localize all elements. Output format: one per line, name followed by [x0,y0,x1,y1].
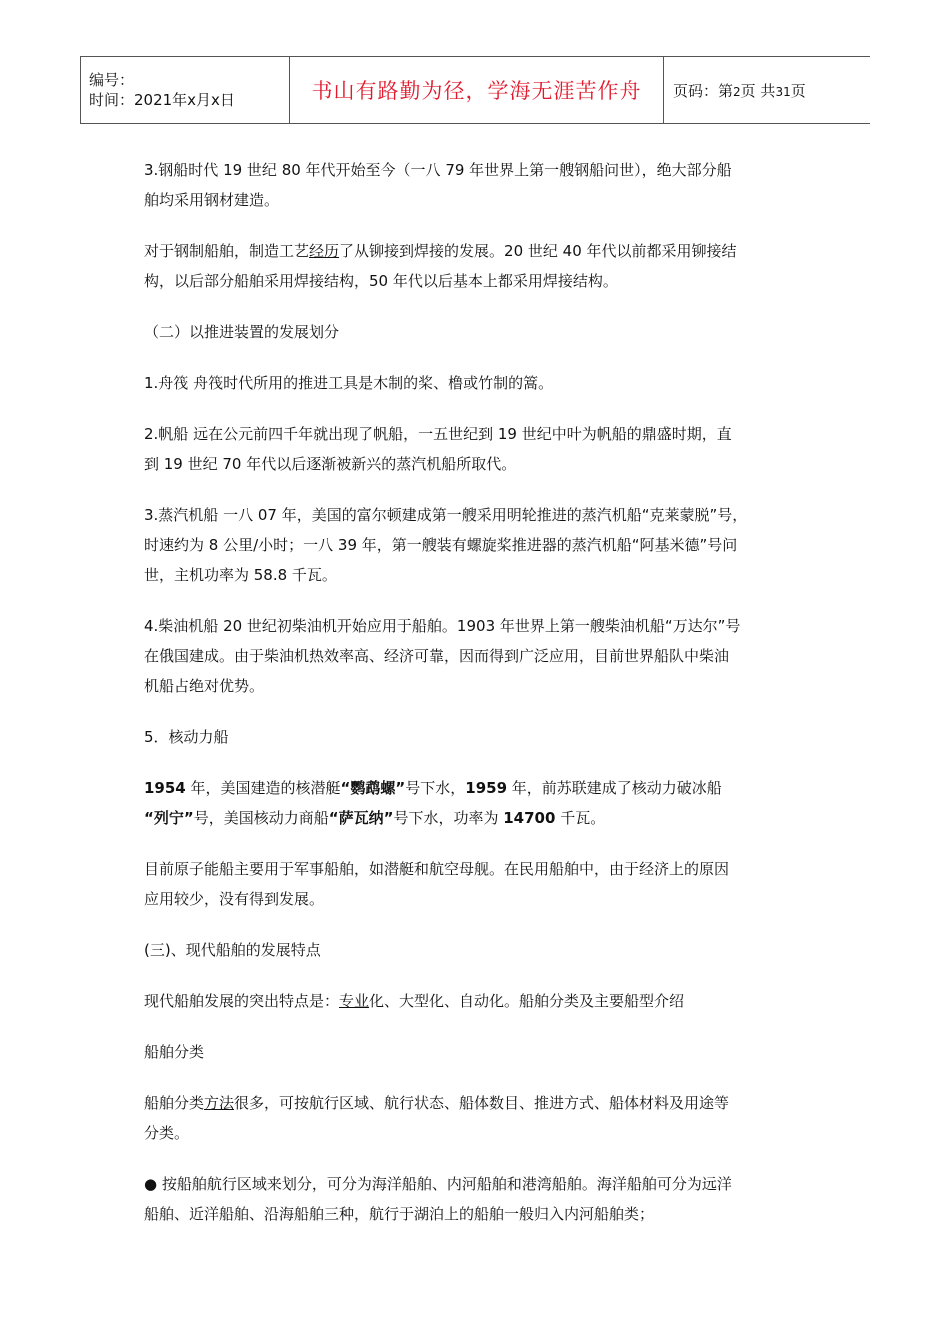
bold-number: 14700 [503,809,556,827]
section-heading-nuclear: 5．核动力船 [144,728,229,746]
text-line: 舶均采用钢材建造。 [144,191,280,209]
bold-year: 1959 [465,779,508,797]
text-span: 年，前苏联建成了核动力破冰船 [507,779,722,797]
text-line: 在俄国建成。由于柴油机热效率高、经济可靠，因而得到广泛应用，目前世界船队中柴油 [144,647,730,665]
text-line: 船舶、近洋船舶、沿海船舶三种，航行于湖泊上的船舶一般归入内河船舶类； [144,1205,655,1223]
text-span: 千瓦。 [555,809,606,827]
page-prefix: 页码：第 [673,81,734,100]
text-line: 2.帆船 远在公元前四千年就出现了帆船，一五世纪到 19 世纪中叶为帆船的鼎盛时期，直 [144,425,732,443]
text-line: 到 19 世纪 70 年代以后逐渐被新兴的蒸汽机船所取代。 [144,455,517,473]
text-line: 分类。 [144,1124,190,1142]
paragraph-navigation-area [144,1169,816,1229]
text-line [144,236,816,266]
date-label: 时间：2021年x月x日 [89,91,235,109]
text-span: 年，美国建造的核潜艇 [185,779,341,797]
text-line: 3.蒸汽机船 一八 07 年，美国的富尔顿建成第一艘采用明轮推进的蒸汽机船“克莱蒙脱”号， [144,506,748,524]
paragraph-steamship [144,500,816,590]
bold-ship-name: “萨瓦纳” [328,809,394,827]
text-line: 构，以后部分船舶采用焊接结构，50 年代以后基本上都采用焊接结构。 [144,272,618,290]
paragraph-classification-methods [144,1088,816,1148]
text-line [144,1088,816,1118]
section-heading-classification: 船舶分类 [144,1043,205,1061]
page-number-cell [664,57,871,124]
paragraph-nuclear-usage [144,854,816,914]
section-heading-propulsion: （二）以推进装置的发展划分 [144,323,340,341]
underlined-link[interactable]: 方法 [204,1094,235,1112]
document-header-table [80,56,870,124]
text-span: 船舶分类 [144,1094,205,1112]
section-heading-modern-features: (三)、现代船舶的发展特点 [144,941,321,959]
page-total: 31 [775,84,791,99]
text-line: 应用较少，没有得到发展。 [144,890,325,908]
text-line: 目前原子能船主要用于军事船舶，如潜艇和航空母舰。在民用船舶中，由于经济上的原因 [144,860,730,878]
bold-year: 1954 [144,779,186,797]
paragraph-steel-ship-era [144,155,816,215]
text-span: 化、大型化、自动化。船舶分类及主要船型介绍 [369,992,685,1010]
text-line [144,803,816,833]
text-line: 4.柴油机船 20 世纪初柴油机开始应用于船舶。1903 年世界上第一艘柴油机船“万达尔”号 [144,617,741,635]
paragraph-modern-features [144,986,816,1016]
underlined-link[interactable]: 经历 [309,242,340,260]
text-line: 时速约为 8 公里/小时；一八 39 年，第一艘装有螺旋桨推进器的蒸汽机船“阿基米德”号问 [144,536,738,554]
bold-ship-name: “列宁” [144,809,194,827]
header-motto: 书山有路勤为径，学海无涯苦作舟 [290,57,664,124]
text-line [144,773,816,803]
text-span: 号下水， [405,779,466,797]
header-meta-cell [81,57,290,124]
text-line: 机船占绝对优势。 [144,677,265,695]
paragraph-raft: 1.舟筏 舟筏时代所用的推进工具是木制的桨、橹或竹制的篙。 [144,374,554,392]
bold-ship-name: “鹦鹉螺” [340,779,406,797]
text-span: 现代船舶发展的突出特点是： [144,992,340,1010]
text-span: 号下水，功率为 [393,809,504,827]
page-current: 2 [733,84,741,99]
text-line: ● 按船舶航行区域来划分，可分为海洋船舶、内河船舶和港湾船舶。海洋船舶可分为远洋 [144,1175,732,1193]
page-mid: 页 共 [740,81,776,100]
text-line: 世，主机功率为 58.8 千瓦。 [144,566,337,584]
document-body [144,155,816,1250]
text-span: 了从铆接到焊接的发展。20 世纪 40 年代以前都采用铆接结 [339,242,737,260]
text-line: 3.钢船时代 19 世纪 80 年代开始至今（一八 79 年世界上第一艘钢船问世），绝大部分船 [144,161,732,179]
paragraph-nuclear-history [144,773,816,833]
paragraph-steel-manufacturing [144,236,816,296]
paragraph-diesel-ship [144,611,816,701]
underlined-link[interactable]: 专业 [339,992,370,1010]
paragraph-sailboat [144,419,816,479]
serial-number-label: 编号： [89,71,135,89]
text-span: 号，美国核动力商船 [193,809,329,827]
text-span: 对于钢制船舶，制造工艺 [144,242,310,260]
text-span: 很多，可按航行区域、航行状态、船体数目、推进方式、船体材料及用途等 [234,1094,730,1112]
page-suffix: 页 [790,81,806,100]
